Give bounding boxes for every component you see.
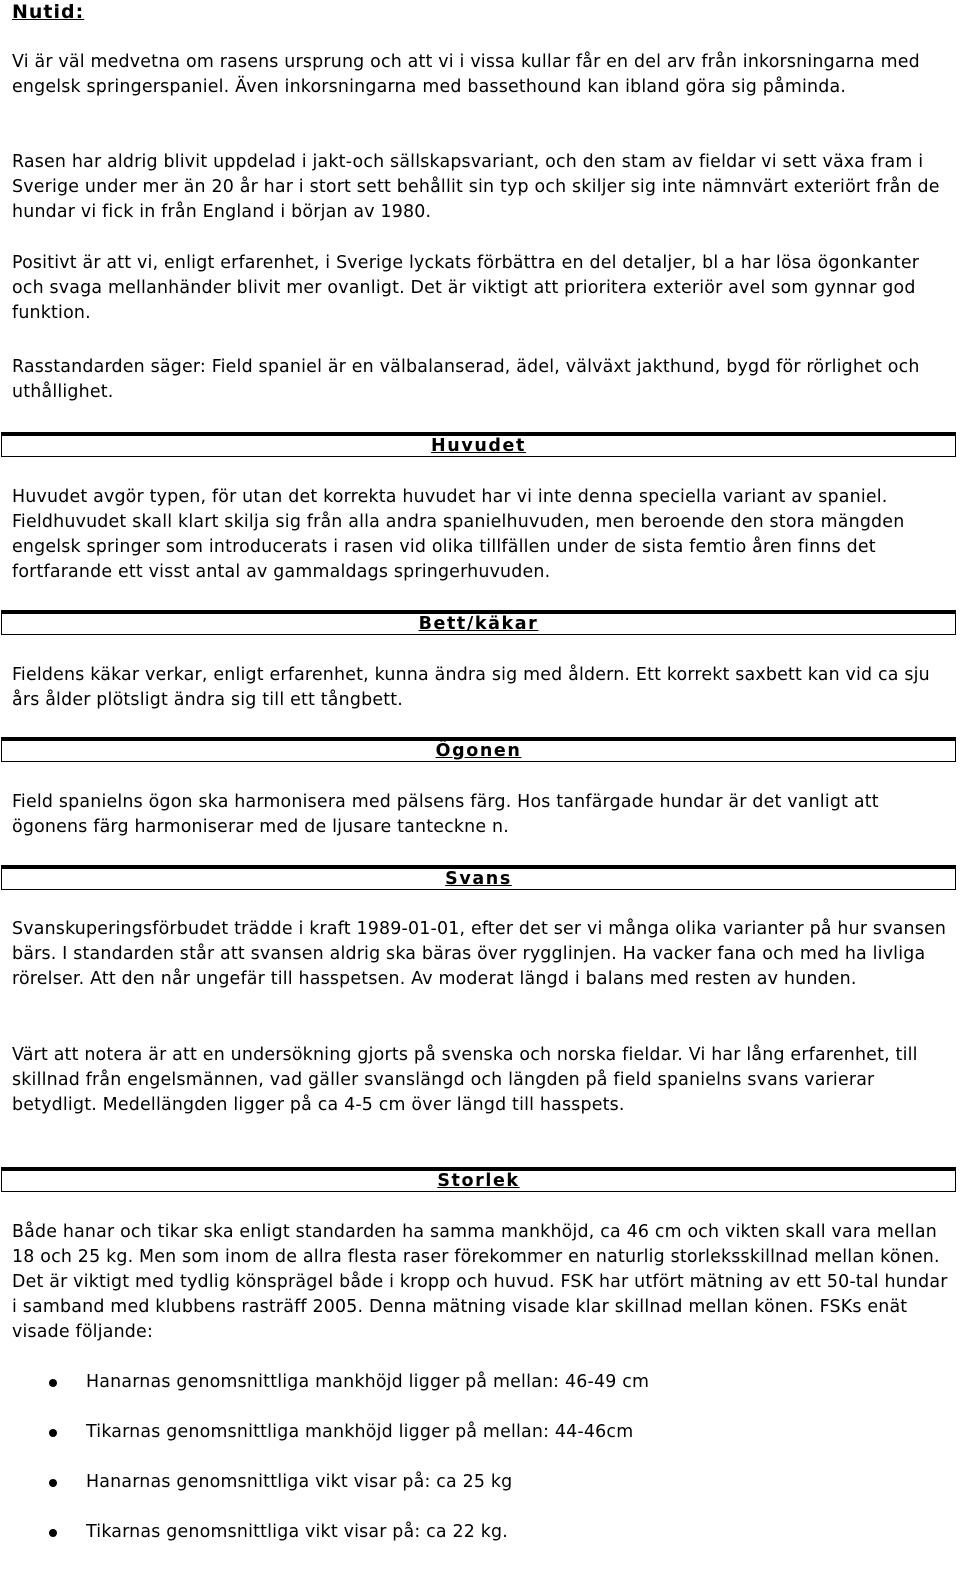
list-item [0, 1470, 960, 1520]
list-item-text: Tikarnas genomsnittliga mankhöjd ligger på mellan: 44-46cm [86, 1422, 634, 1442]
intro-paragraph-1: Vi är väl medvetna om rasens ursprung och att vi i vissa kullar får en del arv från inkorsningarna med engelsk springerspaniel. Även inkorsningarna med bassethound kan ibland göra sig påminda. [12, 52, 920, 97]
section-heading-label: Huvudet [431, 436, 526, 456]
storlek-paragraph: Både hanar och tikar ska enligt standarden ha samma mankhöjd, ca 46 cm och vikten skall vara mellan 18 och 25 kg. Men som inom de allra flesta raser förekommer en naturlig storleksskillnad mellan könen. Det är viktigt med tydlig könsprägel både i kropp och huvud. FSK har utfört mätning av ett 50-tal hundar i samband med klubbens rasträff 2005. Denna mätning visade klar skillnad mellan könen. FSKs enät visade följande: [12, 1222, 948, 1342]
bett-paragraph: Fieldens käkar verkar, enligt erfarenhet, kunna ändra sig med åldern. Ett korrekt saxbett kan vid ca sju års ålder plötsligt ändra sig till ett tångbett. [12, 665, 930, 710]
intro-paragraph-2: Rasen har aldrig blivit uppdelad i jakt-och sällskapsvariant, och den stam av fieldar vi sett växa fram i Sverige under mer än 20 år har i stort sett behållit sin typ och skiljer sig inte nämnvärt exteriört från de hundar vi fick in från England i början av 1980. [12, 152, 940, 222]
bullet-icon [49, 1379, 57, 1387]
list-item-text: Tikarnas genomsnittliga vikt visar på: ca 22 kg. [86, 1522, 509, 1542]
section-heading-svans [1, 865, 956, 890]
huvudet-paragraph: Huvudet avgör typen, för utan det korrekta huvudet har vi inte denna speciella variant av spaniel. Fieldhuvudet skall klart skilja sig från alla andra spanielhuvuden, men beroende den stora mängden engelsk springer som introducerats i rasen vid olika tillfällen under de sista femtio åren finns det fortfarande ett visst antal av gammaldags springerhuvuden. [12, 487, 905, 582]
list-item [0, 1370, 960, 1420]
section-heading-huvudet [1, 432, 956, 457]
section-heading-storlek [1, 1167, 956, 1192]
section-heading-label: Ögonen [435, 741, 522, 761]
page-title: Nutid: [12, 1, 85, 23]
intro-paragraph-4: Rasstandarden säger: Field spaniel är en välbalanserad, ädel, välväxt jakthund, bygd för rörlighet och uthållighet. [12, 357, 920, 402]
bullet-icon [49, 1529, 57, 1537]
list-item-text: Hanarnas genomsnittliga vikt visar på: ca 25 kg [86, 1472, 513, 1492]
list-item [0, 1520, 960, 1570]
ogonen-paragraph: Field spanielns ögon ska harmonisera med pälsens färg. Hos tanfärgade hundar är det vanligt att ögonens färg harmoniserar med de ljusare tanteckne n. [12, 792, 879, 837]
storlek-list [0, 1370, 960, 1570]
intro-paragraph-3: Positivt är att vi, enligt erfarenhet, i Sverige lyckats förbättra en del detaljer, bl a har lösa ögonkanter och svaga mellanhänder blivit mer ovanligt. Det är viktigt att prioritera exteriör avel som gynnar god funktion. [12, 253, 920, 323]
list-item-text: Hanarnas genomsnittliga mankhöjd ligger på mellan: 46-49 cm [86, 1372, 650, 1392]
section-heading-label: Storlek [437, 1171, 520, 1191]
bullet-icon [49, 1479, 57, 1487]
svans-paragraph-2: Värt att notera är att en undersökning gjorts på svenska och norska fieldar. Vi har lång erfarenhet, till skillnad från engelsmännen, vad gäller svanslängd och längden på field spanielns svans varierar betydligt. Medellängden ligger på ca 4-5 cm över längd till hasspets. [12, 1045, 918, 1115]
section-heading-label: Bett/käkar [418, 614, 539, 634]
bullet-icon [49, 1429, 57, 1437]
list-item [0, 1420, 960, 1470]
svans-paragraph-1: Svanskuperingsförbudet trädde i kraft 1989-01-01, efter det ser vi många olika varianter på hur svansen bärs. I standarden står att svansen aldrig ska bäras över rygglinjen. Ha vacker fana och med ha livliga rörelser. Att den når ungefär till hasspetsen. Av moderat längd i balans med resten av hunden. [12, 919, 947, 989]
section-heading-ogonen [1, 737, 956, 762]
section-heading-label: Svans [445, 869, 512, 889]
section-heading-bett [1, 610, 956, 635]
